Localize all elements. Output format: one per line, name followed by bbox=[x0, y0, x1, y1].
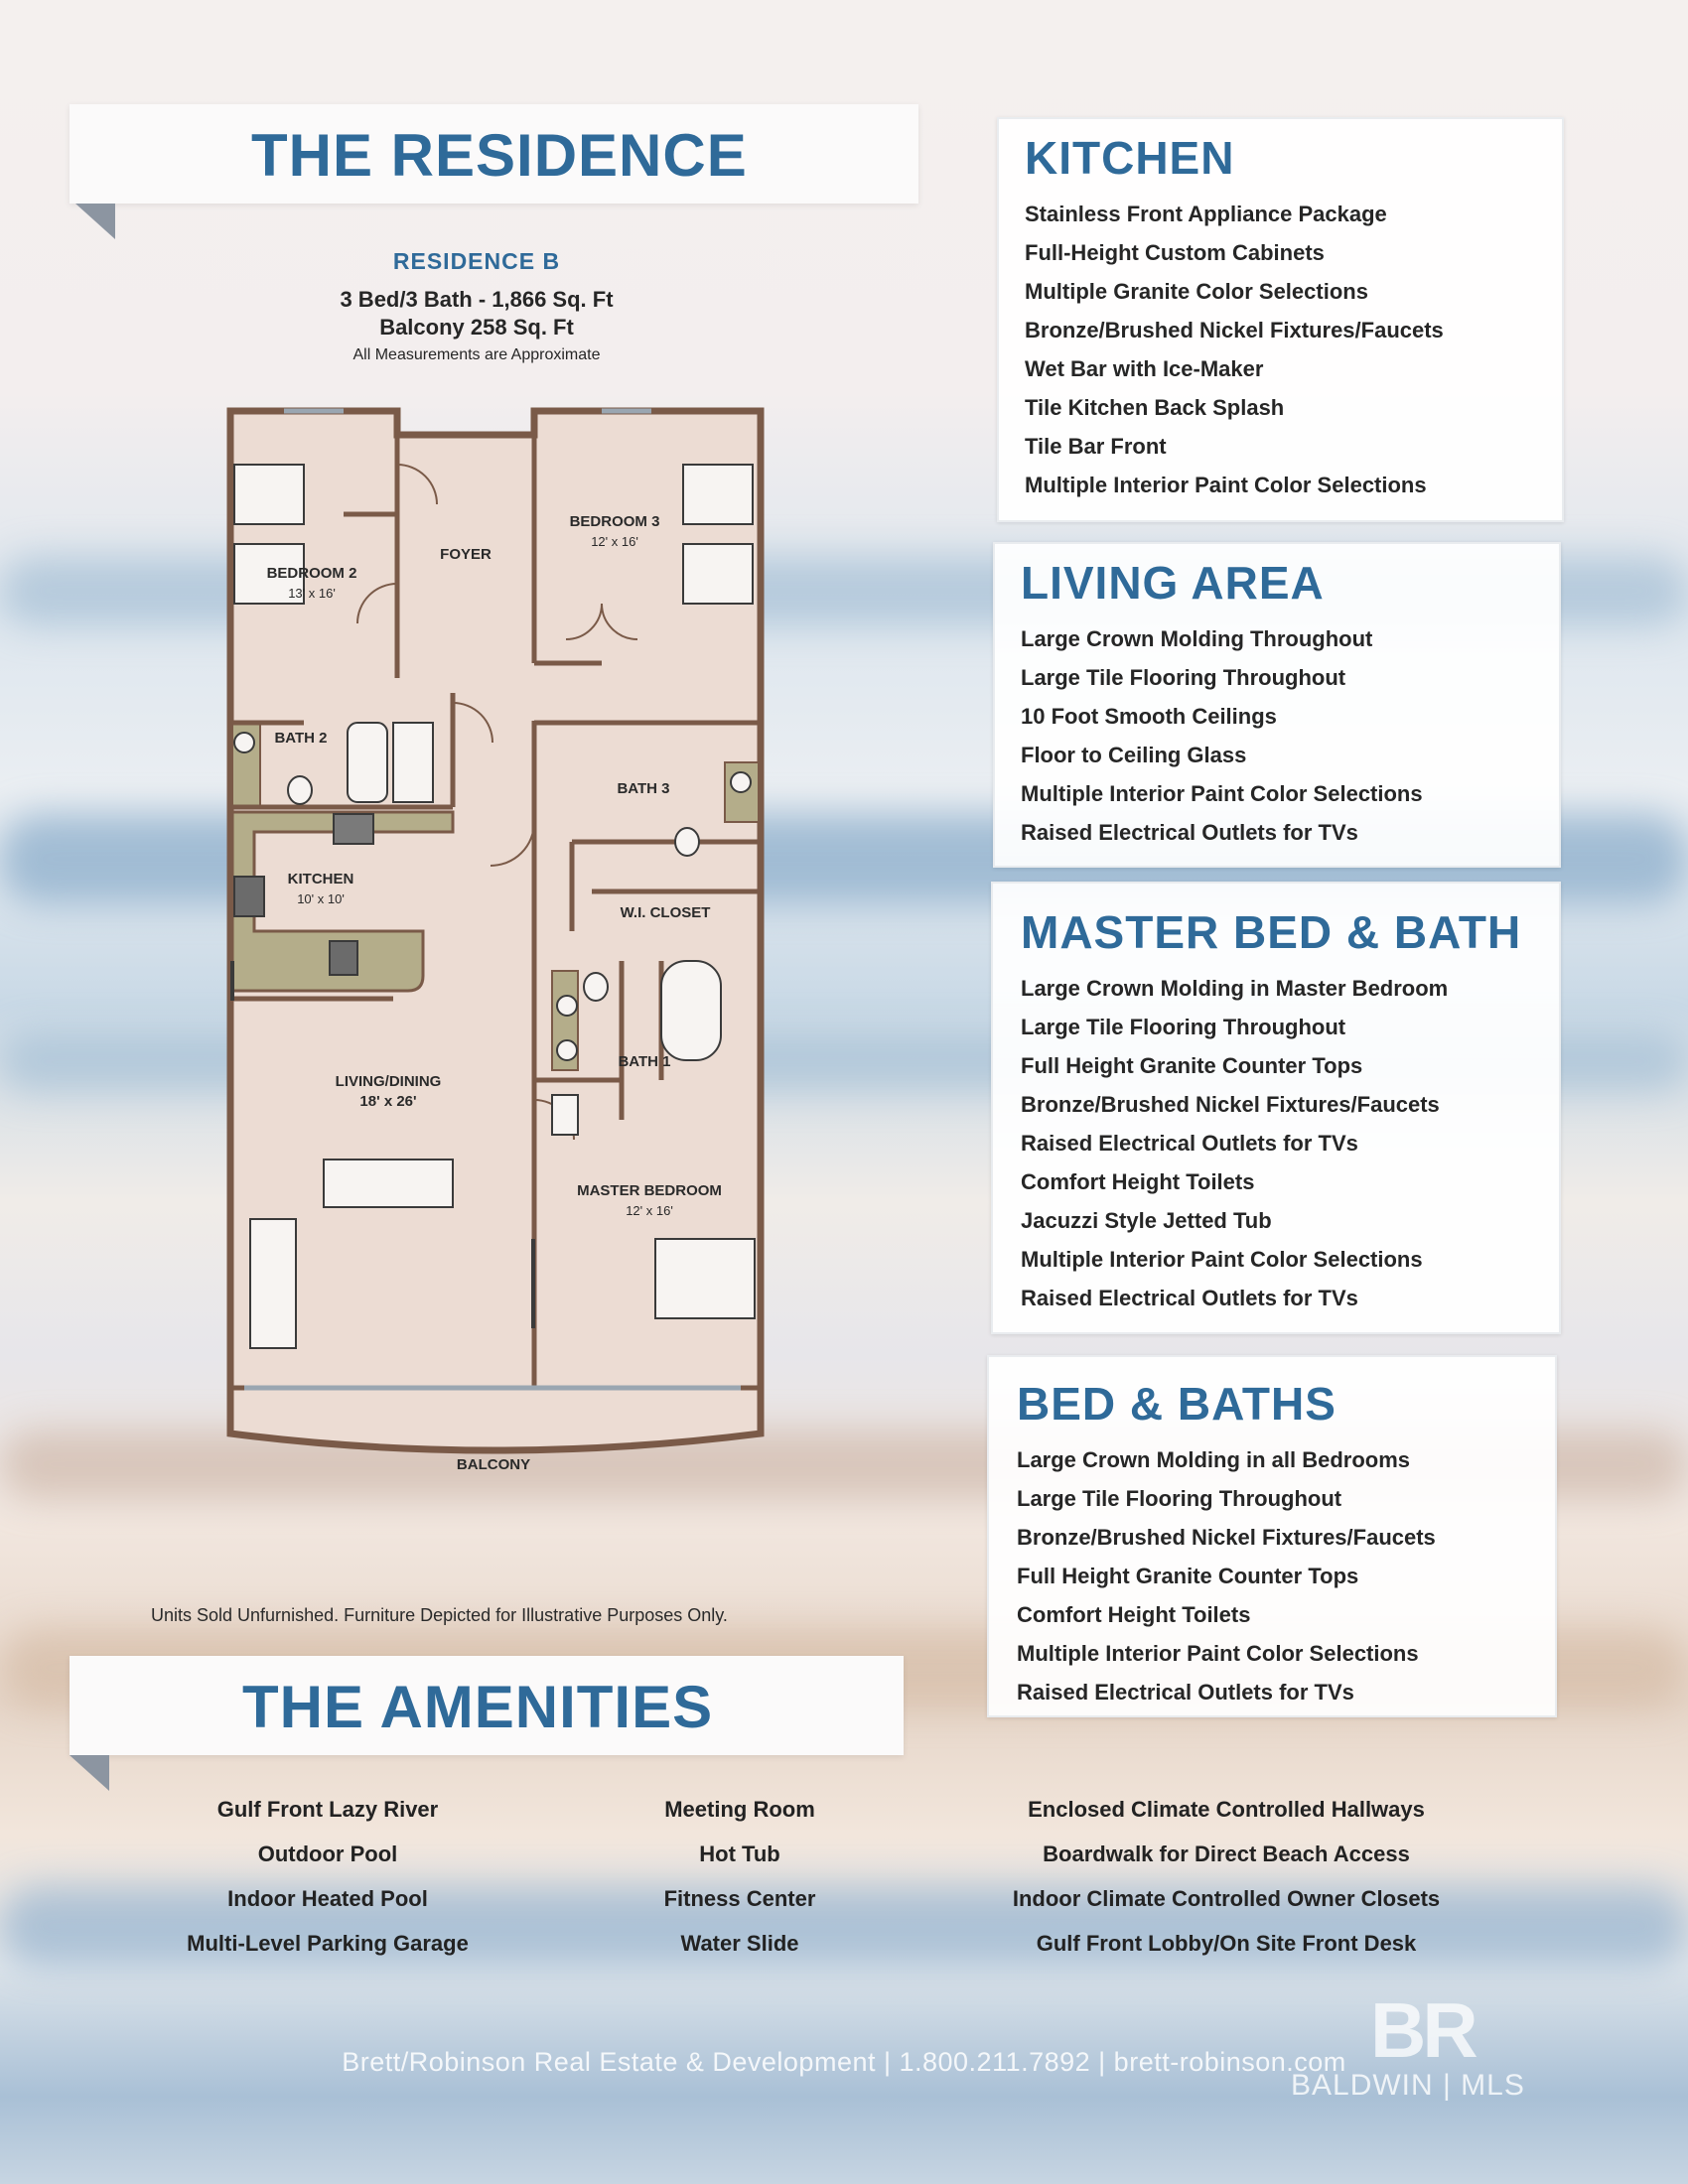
feature-item: Full Height Granite Counter Tops bbox=[1017, 1564, 1359, 1588]
room-size: 12' x 16' bbox=[626, 1203, 673, 1218]
room-label: FOYER bbox=[440, 546, 492, 563]
residence-specs: 3 Bed/3 Bath - 1,866 Sq. Ft bbox=[340, 287, 614, 312]
br-mark: BR bbox=[1370, 1986, 1475, 2074]
room-label: LIVING/DINING bbox=[335, 1073, 442, 1090]
feature-item: Raised Electrical Outlets for TVs bbox=[1021, 1131, 1358, 1156]
feature-item: Multiple Interior Paint Color Selections bbox=[1021, 781, 1423, 806]
feature-item: Comfort Height Toilets bbox=[1017, 1602, 1251, 1627]
residence-info bbox=[228, 248, 725, 364]
amenity-item: Boardwalk for Direct Beach Access bbox=[1043, 1842, 1410, 1866]
feature-item: Bronze/Brushed Nickel Fixtures/Faucets bbox=[1025, 318, 1444, 342]
feature-item: Comfort Height Toilets bbox=[1021, 1169, 1255, 1194]
feature-item: Large Crown Molding in Master Bedroom bbox=[1021, 976, 1449, 1001]
amenities-column-3 bbox=[993, 1787, 1460, 1966]
room-label: KITCHEN bbox=[287, 871, 354, 887]
feature-item: Raised Electrical Outlets for TVs bbox=[1021, 820, 1358, 845]
room-size: 18' x 26' bbox=[359, 1093, 417, 1110]
feature-item: Raised Electrical Outlets for TVs bbox=[1017, 1680, 1354, 1705]
room-label: BATH 3 bbox=[617, 780, 670, 797]
amenity-item: Enclosed Climate Controlled Hallways bbox=[1028, 1797, 1425, 1822]
amenity-item: Fitness Center bbox=[663, 1886, 816, 1911]
room-label: BATH 2 bbox=[274, 730, 328, 747]
residence-name: RESIDENCE B bbox=[392, 248, 561, 274]
feature-item: Large Crown Molding Throughout bbox=[1021, 626, 1373, 651]
feature-item: Raised Electrical Outlets for TVs bbox=[1021, 1286, 1358, 1310]
feature-item: Large Tile Flooring Throughout bbox=[1017, 1486, 1342, 1511]
feature-item: Floor to Ceiling Glass bbox=[1021, 743, 1247, 767]
amenity-item: Meeting Room bbox=[664, 1797, 815, 1822]
floor-plan bbox=[224, 405, 769, 1557]
room-label: W.I. CLOSET bbox=[620, 904, 711, 921]
amenity-item: Indoor Heated Pool bbox=[227, 1886, 428, 1911]
residence-balcony: Balcony 258 Sq. Ft bbox=[379, 315, 574, 340]
feature-item: Tile Kitchen Back Splash bbox=[1025, 395, 1285, 420]
feature-item: Multiple Interior Paint Color Selections bbox=[1021, 1247, 1423, 1272]
feature-item: Jacuzzi Style Jetted Tub bbox=[1021, 1208, 1272, 1233]
living-area-panel bbox=[993, 542, 1561, 868]
amenity-item: Multi-Level Parking Garage bbox=[187, 1931, 469, 1956]
feature-item: Stainless Front Appliance Package bbox=[1025, 202, 1387, 226]
room-label: BALCONY bbox=[456, 1456, 531, 1473]
panel-title: KITCHEN bbox=[1025, 132, 1235, 184]
panel-title: BED & BATHS bbox=[1017, 1378, 1336, 1430]
feature-item: Large Tile Flooring Throughout bbox=[1021, 1015, 1346, 1039]
ribbon-fold bbox=[70, 1755, 109, 1791]
furniture-disclaimer: Units Sold Unfurnished. Furniture Depicted for Illustrative Purposes Only. bbox=[151, 1605, 728, 1625]
feature-item: Bronze/Brushed Nickel Fixtures/Faucets bbox=[1017, 1525, 1436, 1550]
feature-item: 10 Foot Smooth Ceilings bbox=[1021, 704, 1277, 729]
room-label: BATH 1 bbox=[618, 1053, 671, 1070]
amenity-item: Gulf Front Lobby/On Site Front Desk bbox=[1036, 1931, 1417, 1956]
feature-list bbox=[1021, 969, 1559, 1317]
amenity-item: Hot Tub bbox=[699, 1842, 780, 1866]
feature-list bbox=[1025, 195, 1562, 504]
mls-text: BALDWIN | MLS bbox=[1291, 2069, 1525, 2102]
feature-item: Multiple Interior Paint Color Selections bbox=[1017, 1641, 1419, 1666]
room-size: 10' x 10' bbox=[297, 891, 345, 906]
room-size: 13' x 16' bbox=[288, 586, 336, 601]
room-label: MASTER BEDROOM bbox=[577, 1182, 722, 1199]
room-label: BEDROOM 3 bbox=[569, 513, 660, 530]
panel-title: LIVING AREA bbox=[1021, 557, 1325, 609]
amenities-column-2 bbox=[596, 1787, 884, 1966]
feature-item: Multiple Granite Color Selections bbox=[1025, 279, 1368, 304]
footer-contact: Brett/Robinson Real Estate & Development | 1.800.211.7892 | brett-robinson.com bbox=[342, 2047, 1346, 2077]
room-label: BEDROOM 2 bbox=[266, 565, 357, 582]
feature-list bbox=[1017, 1440, 1555, 1711]
amenity-item: Water Slide bbox=[680, 1931, 799, 1956]
feature-item: Large Tile Flooring Throughout bbox=[1021, 665, 1346, 690]
feature-list bbox=[1021, 619, 1559, 852]
feature-item: Multiple Interior Paint Color Selections bbox=[1025, 473, 1427, 497]
amenities-column-1 bbox=[149, 1787, 506, 1966]
amenity-item: Outdoor Pool bbox=[257, 1842, 398, 1866]
feature-item: Bronze/Brushed Nickel Fixtures/Faucets bbox=[1021, 1092, 1440, 1117]
feature-item: Full Height Granite Counter Tops bbox=[1021, 1053, 1363, 1078]
feature-item: Tile Bar Front bbox=[1025, 434, 1167, 459]
feature-item: Full-Height Custom Cabinets bbox=[1025, 240, 1325, 265]
master-bed-bath-panel bbox=[991, 882, 1561, 1334]
room-size: 12' x 16' bbox=[591, 534, 638, 549]
panel-title: MASTER BED & BATH bbox=[1021, 906, 1522, 958]
ribbon-fold bbox=[75, 204, 115, 239]
bed-baths-panel bbox=[987, 1355, 1557, 1717]
amenity-item: Indoor Climate Controlled Owner Closets bbox=[1012, 1886, 1441, 1911]
residence-heading: THE RESIDENCE bbox=[251, 122, 748, 189]
measurement-note: All Measurements are Approximate bbox=[352, 346, 601, 363]
feature-item: Wet Bar with Ice-Maker bbox=[1025, 356, 1264, 381]
kitchen-panel bbox=[997, 117, 1564, 522]
amenity-item: Gulf Front Lazy River bbox=[216, 1797, 439, 1822]
amenities-heading: THE AMENITIES bbox=[242, 1674, 714, 1740]
feature-item: Large Crown Molding in all Bedrooms bbox=[1017, 1447, 1411, 1472]
